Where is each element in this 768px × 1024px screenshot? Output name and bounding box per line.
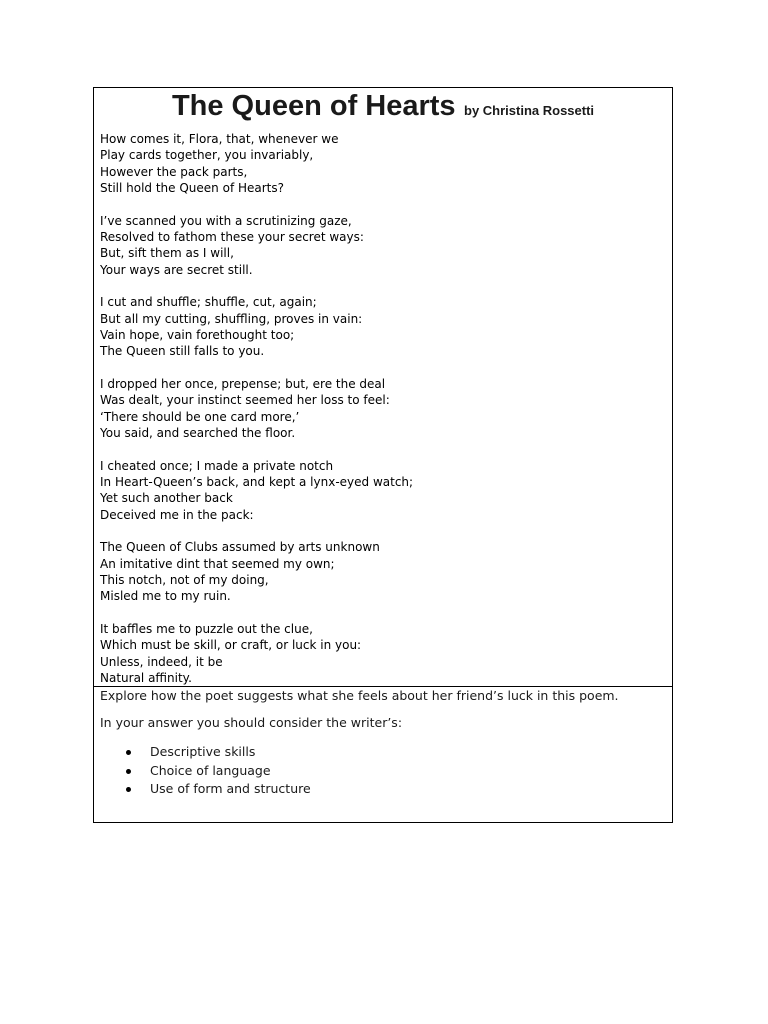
poem-line: But, sift them as I will, xyxy=(100,246,234,261)
poem-line: ‘There should be one card more,’ xyxy=(100,409,300,424)
poem-stanza xyxy=(100,376,660,441)
poem-stanza xyxy=(100,621,660,686)
title-row xyxy=(94,88,672,128)
consider-item xyxy=(126,762,311,781)
consider-list xyxy=(126,743,311,799)
consider-item-label: Use of form and structure xyxy=(150,781,311,796)
poem-line: The Queen of Clubs assumed by arts unknown xyxy=(100,540,380,555)
consider-item-label: Descriptive skills xyxy=(150,744,256,759)
poem-stanza xyxy=(100,294,660,359)
poem-stanza xyxy=(100,213,660,278)
poem-line: An imitative dint that seemed my own; xyxy=(100,556,335,571)
bullet-dot-icon xyxy=(126,769,131,774)
poem-line: Play cards together, you invariably, xyxy=(100,148,314,163)
poem-line: I cheated once; I made a private notch xyxy=(100,458,334,473)
bullet-dot-icon xyxy=(126,787,131,792)
poem-line: Your ways are secret still. xyxy=(100,262,253,277)
bullet-dot-icon xyxy=(126,750,131,755)
poem-line: This notch, not of my doing, xyxy=(100,573,269,588)
poem-line: In Heart-Queen’s back, and kept a lynx-eyed watch; xyxy=(100,475,414,490)
poem-line: Yet such another back xyxy=(100,491,233,506)
poem-line: It baffles me to puzzle out the clue, xyxy=(100,622,313,637)
poem-line: Unless, indeed, it be xyxy=(100,654,223,669)
poem-line: Vain hope, vain forethought too; xyxy=(100,327,295,342)
consider-instruction: In your answer you should consider the writer’s: xyxy=(100,715,403,730)
poem-line: But all my cutting, shuffling, proves in vain: xyxy=(100,311,363,326)
poem-line: However the pack parts, xyxy=(100,164,248,179)
poem-line: Was dealt, your instinct seemed her loss to feel: xyxy=(100,393,390,408)
poem-author: by Christina Rossetti xyxy=(464,103,595,118)
question-prompt: Explore how the poet suggests what she feels about her friend’s luck in this poem. xyxy=(100,688,619,703)
poem-line: Natural affinity. xyxy=(100,671,192,686)
poem-line: Which must be skill, or craft, or luck in you: xyxy=(100,638,362,653)
poem-line: Misled me to my ruin. xyxy=(100,589,231,604)
consider-item-label: Choice of language xyxy=(150,762,271,778)
poem-line: How comes it, Flora, that, whenever we xyxy=(100,132,339,146)
poem-stanza xyxy=(100,458,660,523)
poem-line: I’ve scanned you with a scrutinizing gaze, xyxy=(100,213,352,228)
poem-line: I cut and shuffle; shuffle, cut, again; xyxy=(100,295,317,310)
poem-line: You said, and searched the floor. xyxy=(100,425,296,440)
consider-item xyxy=(126,780,311,799)
poem-text xyxy=(100,131,660,686)
worksheet-frame xyxy=(93,87,673,823)
poem-stanza xyxy=(100,539,660,604)
poem-stanza xyxy=(100,131,660,196)
poem-line: Still hold the Queen of Hearts? xyxy=(100,180,284,195)
poem-line: Resolved to fathom these your secret ways: xyxy=(100,229,364,244)
poem-line: I dropped her once, prepense; but, ere the deal xyxy=(100,377,386,392)
poem-line: The Queen still falls to you. xyxy=(100,344,265,359)
question-box xyxy=(94,687,672,823)
poem-box xyxy=(94,88,672,687)
consider-item xyxy=(126,743,311,762)
poem-title: The Queen of Hearts xyxy=(171,90,456,122)
poem-line: Deceived me in the pack: xyxy=(100,507,254,522)
